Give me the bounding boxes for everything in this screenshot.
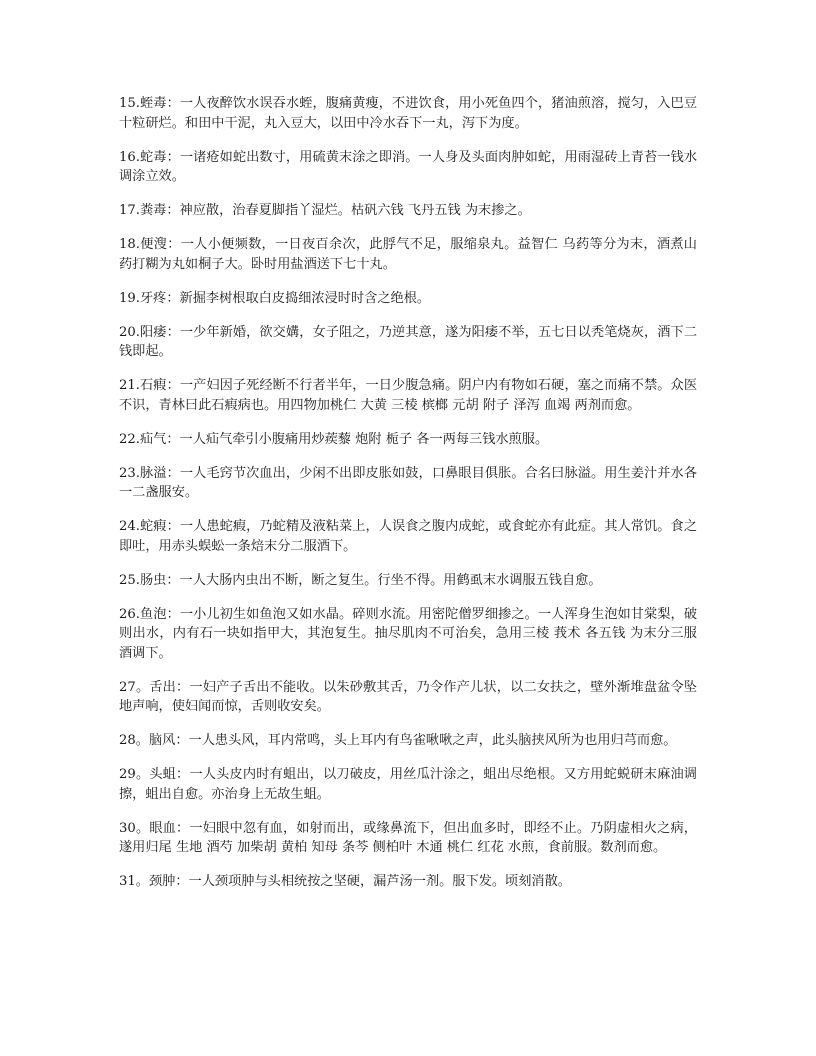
entry-18-urination: 18.便溲：一人小便频数，一日夜百余次，此脬气不足，服缩泉丸。益智仁 乌药等分为末，酒煮山药打糊为丸如桐子大。卧时用盐酒送下七十丸。 [119, 237, 697, 272]
entry-25-intestinal-worms: 25.肠虫：一人大肠内虫出不断，断之复生。行坐不得。用鹤虱末水调服五钱自愈。 [119, 572, 602, 588]
entry-28-brain-wind: 28。脑风：一人患头风，耳内常鸣，头上耳内有鸟雀啾啾之声，此头脑挟风所为也用归芎而愈。 [119, 733, 677, 748]
entry-31-neck-swelling: 31。颈肿：一人颈项肿与头相统按之坚硬，漏芦汤一剂。服下发。顷刻消散。 [119, 874, 571, 889]
entry-27-tongue-protrusion: 27。舌出：一妇产子舌出不能收。以朱砂敷其舌，乃令作产儿状，以二女扶之，壁外渐堆盘盆令坠地声响，使妇闻而惊，舌则收安矣。 [119, 679, 697, 714]
entry-30-eye-bleeding: 30。眼血：一妇眼中忽有血，如射而出，或缘鼻流下，但出血多时，即经不止。乃阴虚相火之病，遂用归尾 生地 酒芍 加柴胡 黄柏 知母 条芩 侧柏叶 木通 桃仁 红花 水煎，食前服。数剂而愈。 [119, 820, 697, 855]
entry-23-vessel-overflow: 23.脉溢：一人毛窍节次血出，少闲不出即皮胀如鼓，口鼻眼目俱胀。合名曰脉溢。用生姜汁并水各一二盏服安。 [119, 465, 697, 500]
entry-22-hernia: 22.疝气：一人疝气牵引小腹痛用炒蒺藜 炮附 栀子 各一两每三钱水煎服。 [119, 431, 549, 447]
entry-16-snake-poison: 16.蛇毒：一诸疮如蛇出数寸，用硫黄末涂之即消。一人身及头面肉肿如蛇，用雨湿砖上青苔一钱水调涂立效。 [119, 149, 697, 184]
entry-19-toothache: 19.牙疼：新掘李树根取白皮捣细浓浸时时含之绝根。 [119, 290, 431, 306]
entry-21-stone-mass: 21.石瘕：一产妇因子死经断不行者半年，一日少腹急痛。阴户内有物如石硬，塞之而痛不禁。众医不识，青林曰此石瘕病也。用四物加桃仁 大黄 三棱 槟榔 元胡 附子 泽泻 血竭 两剂而愈。 [119, 378, 697, 413]
entry-29-head-maggots: 29。头蛆：一人头皮内时有蛆出，以刀破皮，用丝瓜汁涂之，蛆出尽绝根。又方用蛇蜕研末麻油调擦，蛆出自愈。亦治身上无故生蛆。 [119, 767, 697, 802]
entry-26-fish-blisters: 26.鱼泡：一小儿初生如鱼泡又如水晶。碎则水流。用密陀僧罗细掺之。一人浑身生泡如甘棠梨，破则出水，内有石一块如指甲大，其泡复生。抽尽肌肉不可治矣，急用三棱 莪术 各五钱 为末分三服酒调下。 [119, 606, 697, 661]
entry-17-feces-poison: 17.粪毒：神应散，治春夏脚指丫湿烂。枯矾六钱 飞丹五钱 为末掺之。 [119, 203, 531, 218]
entry-20-impotence: 20.阳痿：一少年新婚，欲交媾，女子阻之，乃逆其意，遂为阳痿不举，五七日以秃笔烧灰，酒下二钱即起。 [119, 324, 697, 359]
entry-24-snake-mass: 24.蛇瘕：一人患蛇瘕，乃蛇精及液粘菜上，人误食之腹内成蛇，或食蛇亦有此症。其人常饥。食之即吐，用赤头蜈蚣一条焙末分二服酒下。 [119, 519, 697, 554]
document-page [119, 94, 697, 906]
entry-15-leech-poison: 15.蛭毒：一人夜醉饮水误吞水蛭，腹痛黄瘦，不进饮食，用小死鱼四个，猪油煎溶，搅匀，入巴豆十粒研烂。和田中干泥，丸入豆大，以田中冷水吞下一丸，泻下为度。 [119, 96, 697, 131]
